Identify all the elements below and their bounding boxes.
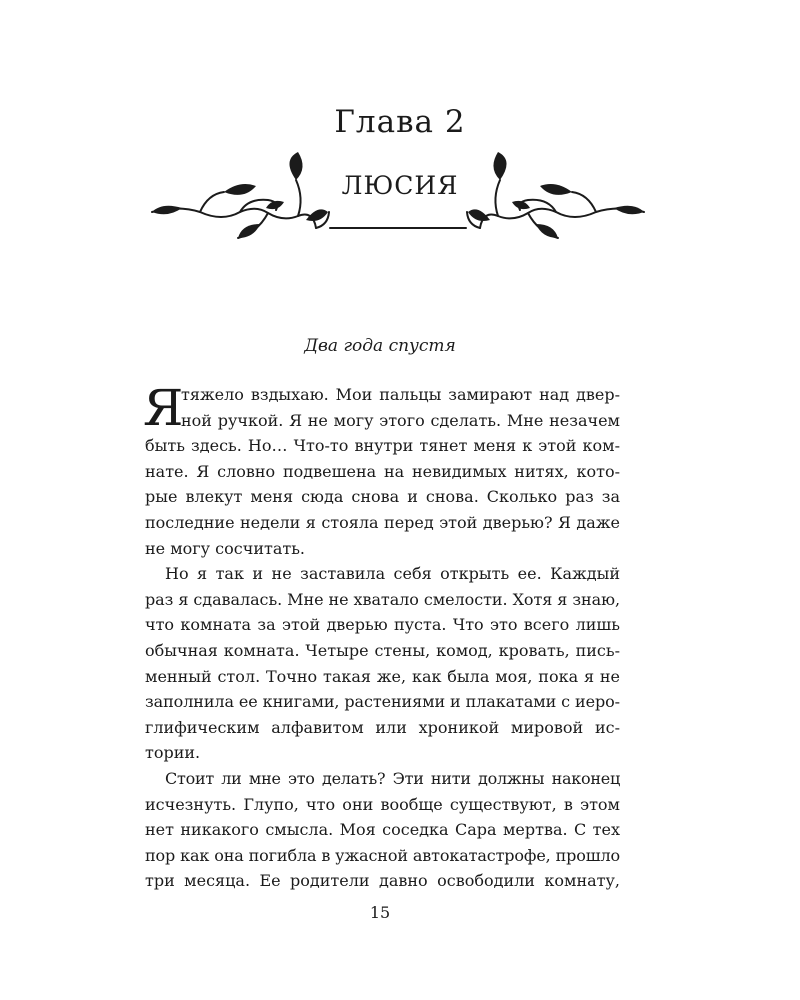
text-line: рые влекут меня сюда снова и снова. Сколько раз за — [145, 487, 620, 507]
chapter-title: Глава 2 — [334, 104, 466, 140]
text-line: обычная комната. Четыре стены, комод, кровать, пись- — [145, 640, 620, 660]
text-line: тяжело вздыхаю. Мои пальцы замирают над двер- — [181, 385, 620, 404]
text-line: заполнила ее книгами, растениями и плакатами с иеро- — [145, 692, 621, 712]
text-line: нет никакого смысла. Моя соседка Сара мертва. С тех — [145, 820, 620, 840]
text-line: не могу сосчитать. — [145, 538, 306, 558]
drop-cap: Я — [143, 379, 184, 437]
page-number: 15 — [369, 903, 391, 922]
text-line: исчезнуть. Глупо, что они вообще существуют, в этом — [145, 794, 620, 814]
epigraph: Два года спустя — [304, 336, 456, 356]
text-line: нате. Я словно подвешена на невидимых нитях, кото- — [145, 461, 620, 481]
text-line: быть здесь. Но… Что-то внутри тянет меня к этой ком- — [145, 436, 620, 456]
text-line: три месяца. Ее родители давно освободили комнату, — [145, 871, 620, 891]
text-line: пор как она погибла в ужасной автокатастрофе, прошло — [145, 845, 621, 865]
text-line: Стоит ли мне это делать? Эти нити должны наконец — [165, 768, 620, 788]
body-text — [143, 379, 621, 894]
chapter-subtitle: ЛЮСИЯ — [341, 171, 459, 200]
text-line: что комната за этой дверью пуста. Что это всего лишь — [145, 615, 620, 635]
text-line: последние недели я стояла перед этой дверью? Я даже — [145, 512, 620, 532]
text-line: глифическим алфавитом или хроникой мировой ис- — [145, 717, 620, 737]
text-line: менный стол. Точно такая же, как была моя, пока я не — [145, 666, 620, 686]
text-line: раз я сдавалась. Мне не хватало смелости. Хотя я знаю, — [145, 589, 620, 609]
text-line: ной ручкой. Я не могу этого сделать. Мне незачем — [181, 410, 620, 430]
text-line: тории. — [145, 743, 201, 763]
vine-ornament-icon — [148, 150, 648, 250]
text-line: Но я так и не заставила себя открыть ее. Каждый — [165, 564, 620, 584]
